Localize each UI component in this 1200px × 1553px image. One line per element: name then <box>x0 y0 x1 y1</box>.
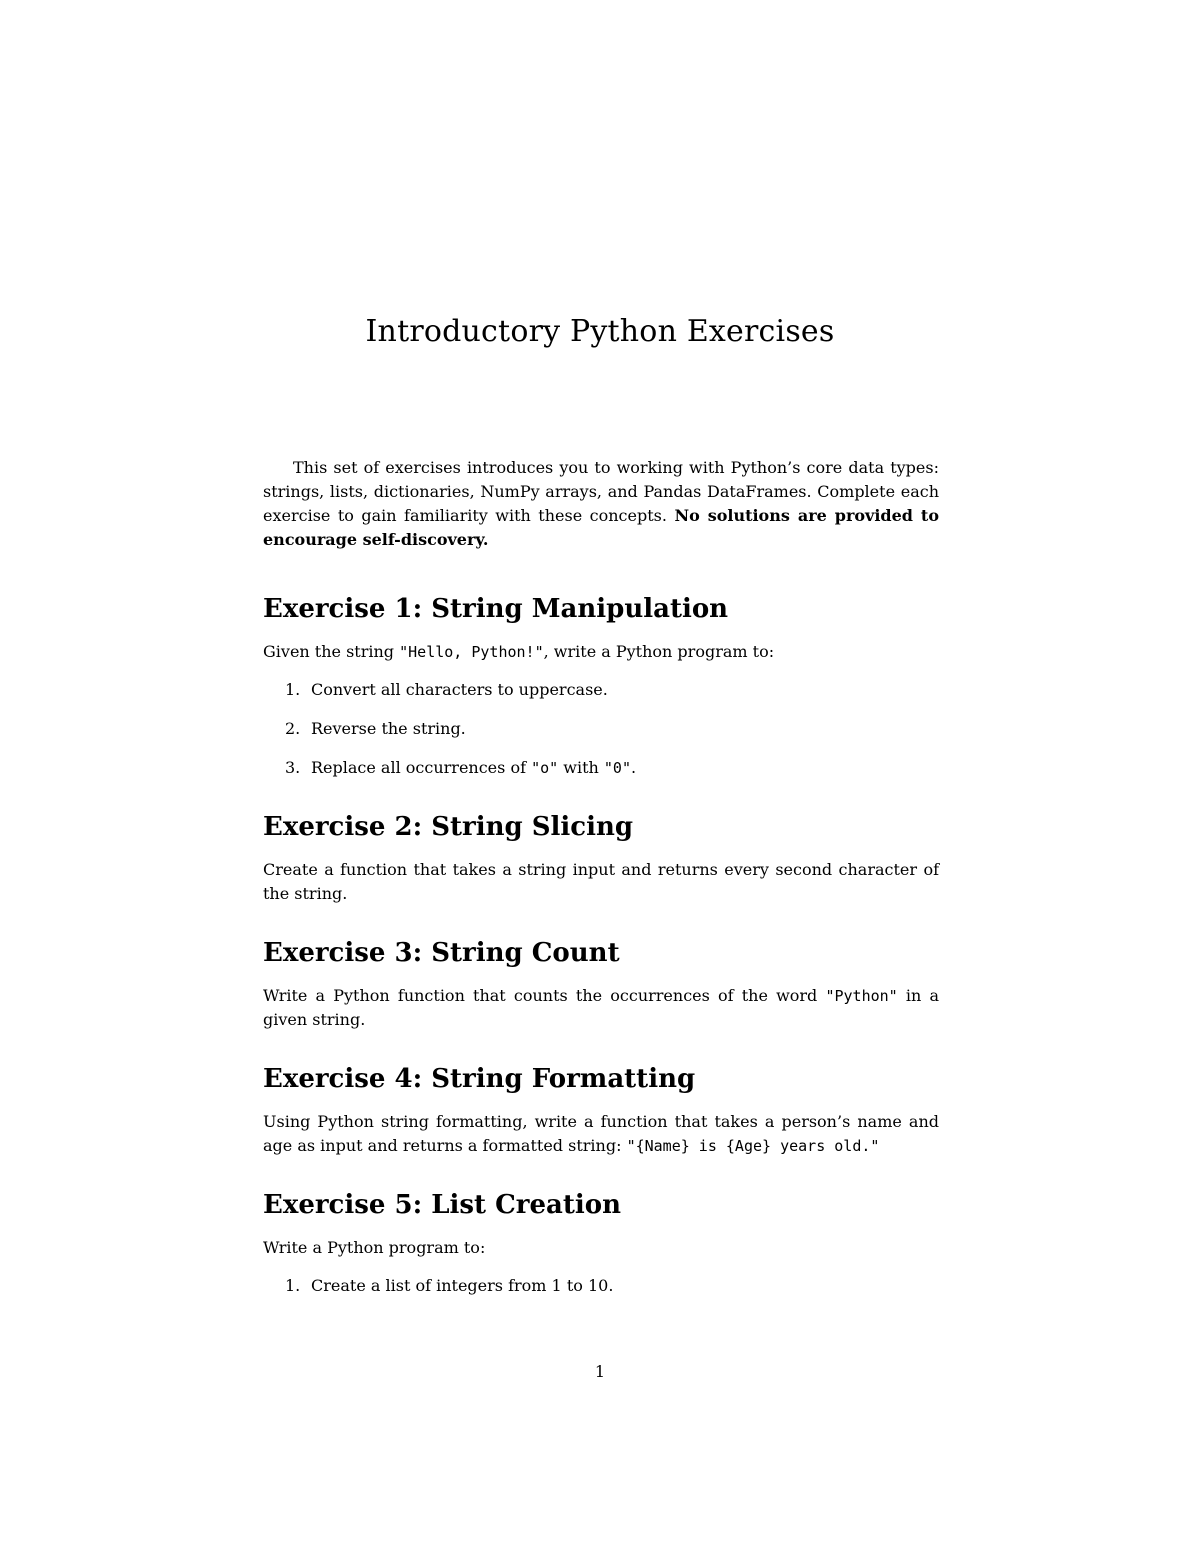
list-item-text-mid: with <box>558 758 604 777</box>
exercise-1-text-post: , write a Python program to: <box>543 642 775 661</box>
exercise-4-text-pre: Using Python string formatting, write a function that takes a person’s name and age as input and returns a formatted string: <box>263 1112 939 1155</box>
exercise-3-text-pre: Write a Python function that counts the occurrences of the word <box>263 986 826 1005</box>
exercise-3-heading: Exercise 3: String Count <box>263 938 620 968</box>
exercise-3-text-post: in a given string. <box>263 986 940 1029</box>
list-item <box>263 1274 939 1298</box>
page-number: 1 <box>594 1362 606 1381</box>
exercise-2-section <box>263 810 939 906</box>
exercise-1-section <box>263 592 939 780</box>
intro-paragraph <box>263 456 939 552</box>
exercise-3-section <box>263 936 939 1032</box>
exercise-2-heading: Exercise 2: String Slicing <box>263 812 634 842</box>
list-item-text: Replace all occurrences of <box>311 758 532 777</box>
exercise-4-code: "{Name} is {Age} years old." <box>626 1137 880 1155</box>
list-item-code-2: "0" <box>603 759 631 777</box>
list-item-number: 1. <box>285 680 301 699</box>
exercise-4-heading: Exercise 4: String Formatting <box>263 1064 696 1094</box>
exercise-4-text <box>263 1110 939 1158</box>
list-item-text: Reverse the string. <box>311 719 466 738</box>
exercise-1-text <box>263 640 939 664</box>
exercise-1-heading: Exercise 1: String Manipulation <box>263 594 729 624</box>
exercise-2-text: Create a function that takes a string input and returns every second character of the string. <box>263 860 939 903</box>
exercise-3-text <box>263 984 939 1032</box>
document-title: Introductory Python Exercises <box>365 314 835 349</box>
list-item-text-post: . <box>631 758 637 777</box>
exercise-1-code: "Hello, Python!" <box>399 643 544 661</box>
list-item-number: 2. <box>285 719 301 738</box>
exercise-5-section <box>263 1188 939 1298</box>
document-body <box>263 456 939 1298</box>
list-item-number: 3. <box>285 758 301 777</box>
list-item-code: "o" <box>531 759 559 777</box>
list-item <box>263 678 939 702</box>
intro-emphasis: No solutions are provided to encourage self-discovery. <box>263 506 939 549</box>
list-item <box>263 756 939 780</box>
exercise-5-heading: Exercise 5: List Creation <box>263 1190 622 1220</box>
intro-text: This set of exercises introduces you to working with Python’s core data types: strings, lists, dictionaries, NumPy arrays, and Pandas DataFrames. Complete each exercise to gain familiarity with these concepts. <box>263 458 939 525</box>
exercise-4-section <box>263 1062 939 1158</box>
exercise-5-text: Write a Python program to: <box>263 1238 486 1257</box>
exercise-5-list <box>263 1274 939 1298</box>
exercise-1-list <box>263 678 939 780</box>
list-item-text: Convert all characters to uppercase. <box>311 680 608 699</box>
list-item <box>263 717 939 741</box>
exercise-3-code: "Python" <box>825 987 898 1005</box>
list-item-number: 1. <box>285 1276 301 1295</box>
list-item-text: Create a list of integers from 1 to 10. <box>311 1276 614 1295</box>
exercise-1-text-pre: Given the string <box>263 642 400 661</box>
